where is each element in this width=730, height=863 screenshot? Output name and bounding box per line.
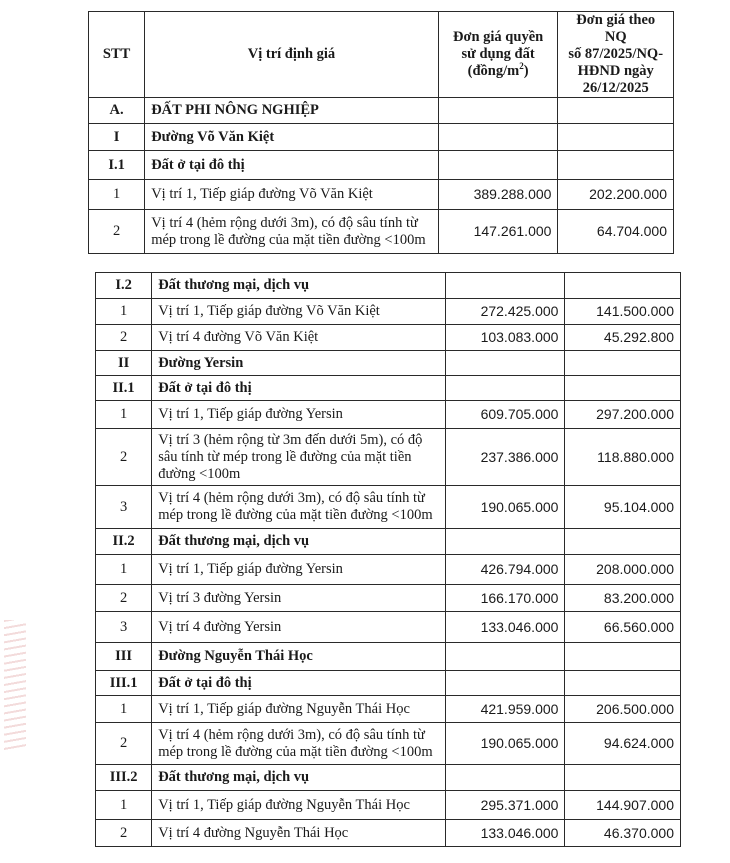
- table-row: [96, 486, 681, 529]
- row-stt: 1: [96, 555, 152, 585]
- row-nq-price: [565, 376, 681, 401]
- row-stt: 1: [96, 696, 152, 723]
- row-position: Đất thương mại, dịch vụ: [152, 529, 446, 555]
- row-land-price: 389.288.000: [438, 180, 558, 210]
- header-land-price-sup: 2: [519, 61, 524, 72]
- table-row: [96, 585, 681, 612]
- header-stt: STT: [89, 12, 145, 98]
- row-nq-price: [558, 98, 674, 124]
- section-row: [96, 643, 681, 671]
- table-row: [96, 612, 681, 643]
- header-land-price-close: ): [523, 63, 529, 79]
- table-row: [96, 723, 681, 765]
- row-nq-price: [565, 273, 681, 299]
- row-position: Vị trí 4 (hẻm rộng dưới 3m), có độ sâu tính từ mép trong lề đường của mặt tiền đường <100m: [152, 723, 446, 765]
- table-row: [89, 180, 674, 210]
- row-land-price: [445, 529, 565, 555]
- row-land-price: 133.046.000: [445, 820, 565, 847]
- row-stt: 1: [89, 180, 145, 210]
- row-position: Vị trí 4 (hẻm rộng dưới 3m), có độ sâu tính từ mép trong lề đường của mặt tiền đường <100m: [145, 210, 439, 254]
- row-land-price: 272.425.000: [445, 299, 565, 325]
- header-land-price-line1: Đơn giá quyền: [452, 29, 544, 45]
- row-stt: 1: [96, 299, 152, 325]
- header-land-price-unit: (đồng/m: [467, 63, 520, 79]
- table-row: [96, 791, 681, 820]
- row-position: Đường Nguyễn Thái Học: [152, 643, 446, 671]
- row-stt: 2: [89, 210, 145, 254]
- row-position: Đất ở tại đô thị: [145, 151, 439, 180]
- row-position: Vị trí 1, Tiếp giáp đường Nguyễn Thái Học: [152, 791, 446, 820]
- row-stt: 2: [96, 325, 152, 351]
- row-position: Vị trí 1, Tiếp giáp đường Võ Văn Kiệt: [145, 180, 439, 210]
- row-position: Vị trí 4 đường Yersin: [152, 612, 446, 643]
- row-stt: II: [96, 351, 152, 376]
- row-land-price: [445, 643, 565, 671]
- row-stt: 2: [96, 820, 152, 847]
- row-position: Vị trí 1, Tiếp giáp đường Yersin: [152, 555, 446, 585]
- row-stt: II.2: [96, 529, 152, 555]
- row-position: Đường Võ Văn Kiệt: [145, 124, 439, 151]
- header-nq-line1: Đơn giá theo NQ: [576, 12, 656, 45]
- row-nq-price: 66.560.000: [565, 612, 681, 643]
- row-land-price: 166.170.000: [445, 585, 565, 612]
- row-nq-price: [565, 671, 681, 696]
- table-body-top: [89, 98, 674, 254]
- header-nq-price: [558, 12, 674, 98]
- row-nq-price: 202.200.000: [558, 180, 674, 210]
- row-land-price: 609.705.000: [445, 401, 565, 429]
- row-nq-price: [558, 151, 674, 180]
- header-position: Vị trí định giá: [145, 12, 439, 98]
- row-stt: 2: [96, 585, 152, 612]
- header-nq-line3: HĐND ngày: [577, 63, 654, 79]
- row-stt: III: [96, 643, 152, 671]
- row-nq-price: 83.200.000: [565, 585, 681, 612]
- table-row: [89, 210, 674, 254]
- row-land-price: 421.959.000: [445, 696, 565, 723]
- row-stt: III.2: [96, 765, 152, 791]
- row-position: Vị trí 1, Tiếp giáp đường Võ Văn Kiệt: [152, 299, 446, 325]
- row-position: Vị trí 4 đường Nguyễn Thái Học: [152, 820, 446, 847]
- row-land-price: 147.261.000: [438, 210, 558, 254]
- row-position: Đất ở tại đô thị: [152, 671, 446, 696]
- row-position: Vị trí 4 đường Võ Văn Kiệt: [152, 325, 446, 351]
- row-stt: I.2: [96, 273, 152, 299]
- section-row: [96, 273, 681, 299]
- row-land-price: [445, 351, 565, 376]
- row-land-price: 237.386.000: [445, 429, 565, 486]
- row-nq-price: 45.292.800: [565, 325, 681, 351]
- row-stt: 2: [96, 429, 152, 486]
- row-nq-price: 144.907.000: [565, 791, 681, 820]
- row-land-price: 190.065.000: [445, 486, 565, 529]
- row-position: Đường Yersin: [152, 351, 446, 376]
- table-row: [96, 401, 681, 429]
- row-nq-price: 118.880.000: [565, 429, 681, 486]
- row-position: Vị trí 3 đường Yersin: [152, 585, 446, 612]
- row-nq-price: [565, 351, 681, 376]
- row-nq-price: 46.370.000: [565, 820, 681, 847]
- table-row: [96, 429, 681, 486]
- row-nq-price: 94.624.000: [565, 723, 681, 765]
- stamp-smudge: [4, 620, 26, 750]
- section-row: [96, 529, 681, 555]
- row-land-price: 190.065.000: [445, 723, 565, 765]
- price-table-bottom: [95, 272, 681, 847]
- row-land-price: [438, 151, 558, 180]
- table-row: [96, 299, 681, 325]
- header-nq-line2: số 87/2025/NQ-: [568, 46, 664, 62]
- row-position: ĐẤT PHI NÔNG NGHIỆP: [145, 98, 439, 124]
- header-land-price: [438, 12, 558, 98]
- row-land-price: [445, 765, 565, 791]
- row-stt: A.: [89, 98, 145, 124]
- table-row: [96, 555, 681, 585]
- row-land-price: [445, 671, 565, 696]
- section-row: [96, 351, 681, 376]
- table-body-bottom: [96, 273, 681, 847]
- row-stt: 1: [96, 401, 152, 429]
- row-land-price: 133.046.000: [445, 612, 565, 643]
- row-land-price: [445, 376, 565, 401]
- section-row: [96, 765, 681, 791]
- row-nq-price: 95.104.000: [565, 486, 681, 529]
- row-nq-price: [565, 643, 681, 671]
- row-land-price: 295.371.000: [445, 791, 565, 820]
- row-position: Vị trí 4 (hẻm rộng dưới 3m), có độ sâu tính từ mép trong lề đường của mặt tiền đường <100m: [152, 486, 446, 529]
- row-nq-price: [565, 529, 681, 555]
- row-nq-price: 64.704.000: [558, 210, 674, 254]
- row-land-price: 426.794.000: [445, 555, 565, 585]
- price-table-top: [88, 11, 674, 254]
- table-header-row: [89, 12, 674, 98]
- section-row: [96, 376, 681, 401]
- row-position: Đất thương mại, dịch vụ: [152, 273, 446, 299]
- row-land-price: [445, 273, 565, 299]
- row-stt: III.1: [96, 671, 152, 696]
- table-row: [96, 696, 681, 723]
- row-position: Vị trí 3 (hẻm rộng từ 3m đến dưới 5m), có độ sâu tính từ mép trong lề đường của mặt tiền đường <100m: [152, 429, 446, 486]
- row-stt: 2: [96, 723, 152, 765]
- section-row: [89, 124, 674, 151]
- row-land-price: 103.083.000: [445, 325, 565, 351]
- row-land-price: [438, 124, 558, 151]
- row-nq-price: [558, 124, 674, 151]
- row-position: Vị trí 1, Tiếp giáp đường Nguyễn Thái Học: [152, 696, 446, 723]
- row-nq-price: 208.000.000: [565, 555, 681, 585]
- table-row: [96, 820, 681, 847]
- row-nq-price: 141.500.000: [565, 299, 681, 325]
- row-stt: II.1: [96, 376, 152, 401]
- section-row: [89, 151, 674, 180]
- row-position: Đất ở tại đô thị: [152, 376, 446, 401]
- table-row: [96, 325, 681, 351]
- row-position: Vị trí 1, Tiếp giáp đường Yersin: [152, 401, 446, 429]
- row-nq-price: [565, 765, 681, 791]
- header-nq-line4: 26/12/2025: [582, 80, 649, 96]
- row-stt: 3: [96, 612, 152, 643]
- row-nq-price: 297.200.000: [565, 401, 681, 429]
- row-stt: 3: [96, 486, 152, 529]
- row-position: Đất thương mại, dịch vụ: [152, 765, 446, 791]
- row-stt: I.1: [89, 151, 145, 180]
- section-row: [89, 98, 674, 124]
- section-row: [96, 671, 681, 696]
- row-nq-price: 206.500.000: [565, 696, 681, 723]
- row-stt: 1: [96, 791, 152, 820]
- row-land-price: [438, 98, 558, 124]
- row-stt: I: [89, 124, 145, 151]
- header-land-price-line2: sử dụng đất: [461, 46, 535, 62]
